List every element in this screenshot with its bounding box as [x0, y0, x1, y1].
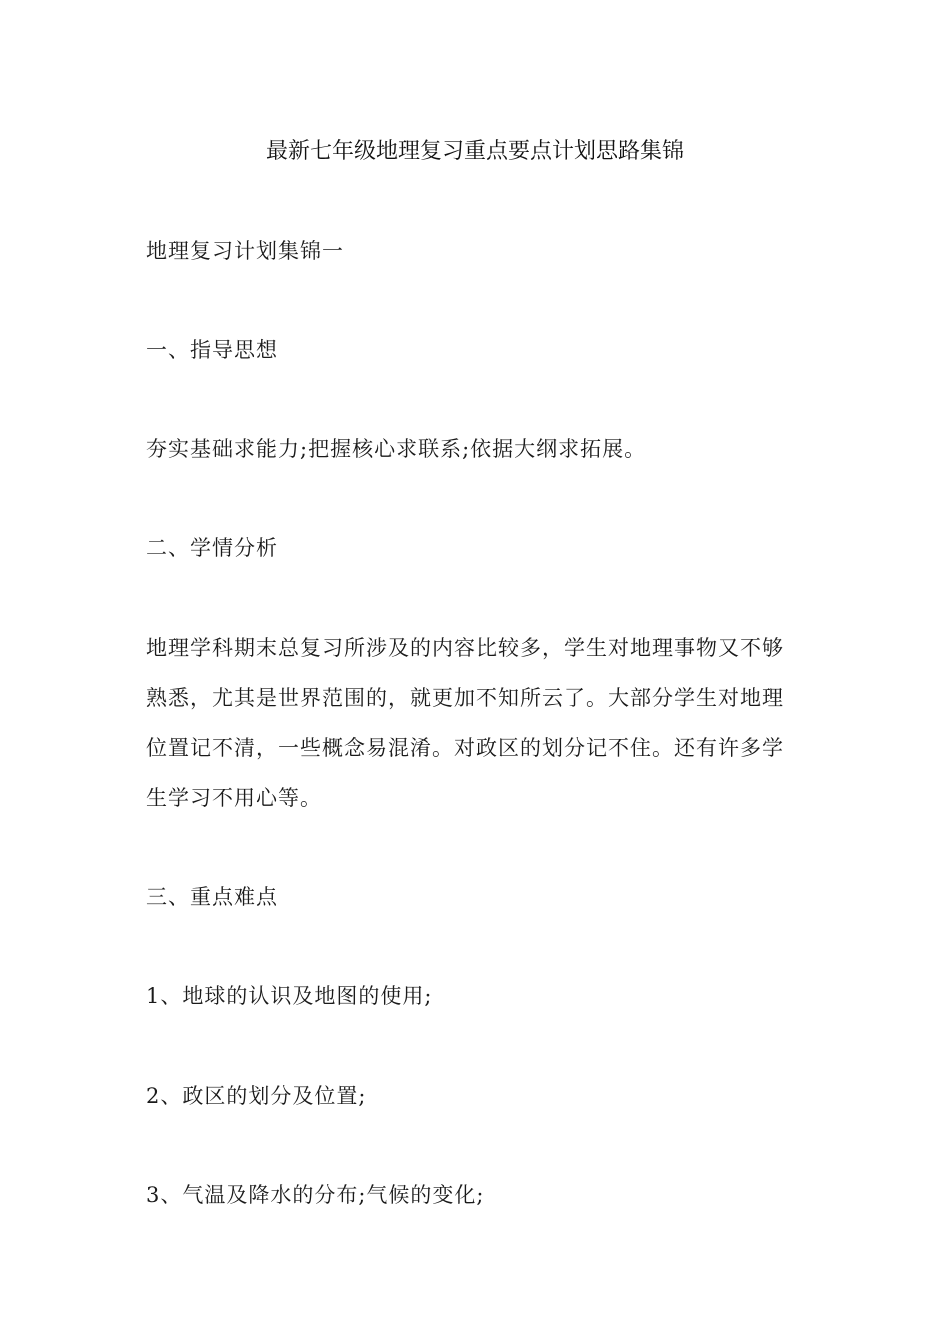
key-point-item: 3、气温及降水的分布;气候的变化; [146, 1183, 485, 1207]
section-heading: 地理复习计划集锦一 [146, 239, 344, 263]
key-point-item: 2、政区的划分及位置; [146, 1084, 367, 1108]
guiding-principle-heading: 一、指导思想 [146, 338, 278, 362]
paragraph-line: 熟悉，尤其是世界范围的，就更加不知所云了。大部分学生对地理 [146, 686, 784, 710]
student-analysis-paragraph [146, 623, 806, 823]
key-point-item: 1、地球的认识及地图的使用; [146, 984, 433, 1008]
guiding-principle-text: 夯实基础求能力;把握核心求联系;依据大纲求拓展。 [146, 437, 647, 461]
document-title: 最新七年级地理复习重点要点计划思路集锦 [265, 139, 684, 164]
key-points-heading: 三、重点难点 [146, 885, 278, 909]
paragraph-line: 位置记不清，一些概念易混淆。对政区的划分记不住。还有许多学 [146, 736, 784, 760]
paragraph-line: 地理学科期末总复习所涉及的内容比较多，学生对地理事物又不够 [146, 636, 784, 660]
paragraph-line: 生学习不用心等。 [146, 786, 322, 810]
student-analysis-heading: 二、学情分析 [146, 536, 278, 560]
